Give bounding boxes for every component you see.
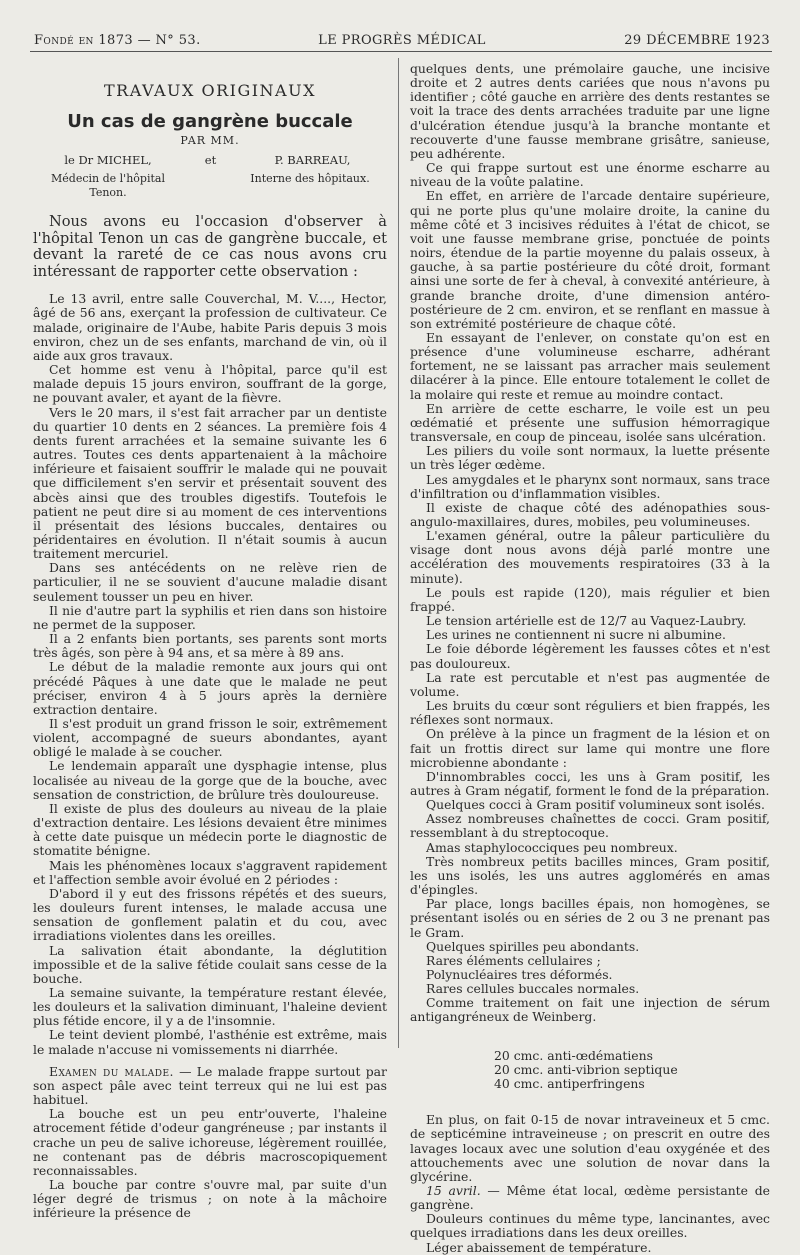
author-2: P. BARREAU, [274, 153, 351, 168]
affiliation-2: Interne des hôpitaux. [250, 171, 370, 185]
body-paragraph: Le 13 avril, entre salle Couverchal, M. V...., Hector, âgé de 56 ans, exerçant la profession de cultivateur. Ce malade, originaire de l'Aube, habite Paris depuis 3 mois environ, chez un de ses enfants, marchand de vin, où il aide aux gros travaux. [33, 291, 387, 363]
body-paragraph: La bouche par contre s'ouvre mal, par suite d'un léger degré de trismus ; on note à la mâchoire inférieure la présence de [33, 1177, 387, 1221]
section-label: TRAVAUX ORIGINAUX [104, 81, 316, 100]
affiliation-1: Médecin de l'hôpital Tenon. [51, 171, 165, 199]
body-paragraph: Il s'est produit un grand frisson le soir, extrêmement violent, accompagné de sueurs abondantes, ayant obligé le malade à se coucher. [33, 716, 387, 760]
byline: PAR MM. [180, 134, 240, 148]
body-paragraph: Douleurs continues du même type, lancinantes, avec quelques irradiations dans les deux oreilles. [410, 1211, 770, 1241]
author-conjunction: et [204, 153, 217, 168]
body-paragraph: En effet, en arrière de l'arcade dentaire supérieure, qui ne porte plus qu'une molaire droite, la canine du même côté et 3 incisives réduites à l'état de chicot, se voit une fausse membrane grise, ponctuée de points noirs, étendue de la partie moyenne du palais osseux, à gauche, à sa partie postérieure du côté droit, formant ainsi une sorte de fer à cheval, à convexité antérieure, à grande branche droite, d'une dimension antéro-postérieure de 2 cm. environ, et se renflant en massue à son extrémité postérieure de chaque côté. [410, 188, 770, 331]
treatment-line: 20 cmc. anti-vibrion septique [494, 1061, 678, 1077]
body-paragraph: Le tension artérielle est de 12/7 au Vaquez-Laubry. [426, 613, 747, 629]
affiliation-line [33, 172, 387, 200]
body-paragraph: Cet homme est venu à l'hôpital, parce qu'il est malade depuis 15 jours environ, souffrant de la gorge, ne pouvant avaler, et ayant de la fièvre. [33, 362, 387, 406]
body-paragraph: Mais les phénomènes locaux s'aggravent rapidement et l'affection semble avoir évolué en 2 périodes : [33, 857, 387, 887]
running-header [34, 33, 770, 49]
header-rule [30, 51, 772, 52]
header-founded: Fondé en 1873 — N° 53. [34, 33, 201, 48]
header-date: 29 DÉCEMBRE 1923 [624, 33, 770, 48]
intro-paragraph: Nous avons eu l'occasion d'observer à l'hôpital Tenon un cas de gangrène buccale, et devant la rareté de ce cas nous avons cru intéressant de rapporter cette observation : [33, 212, 387, 280]
body-paragraph: Le début de la maladie remonte aux jours qui ont précédé Pâques à une date que le malade ne peut préciser, environ 4 à 5 jours après la dernière extraction dentaire. [33, 659, 387, 717]
body-paragraph: Polynucléaires tres déformés. [426, 967, 613, 982]
body-paragraph: La salivation était abondante, la déglutition impossible et de la salive fétide coulait sans cesse de la bouche. [33, 942, 387, 986]
column-divider [398, 58, 399, 1048]
body-paragraph: Rares cellules buccales normales. [426, 981, 640, 997]
body-paragraph: Le pouls est rapide (120), mais régulier et bien frappé. [410, 584, 770, 614]
body-paragraph: Rares éléments cellulaires ; [426, 952, 601, 968]
body-paragraph: Le lendemain apparaît une dysphagie intense, plus localisée au niveau de la gorge que de la bouche, avec sensation de constriction, de brûlure très douloureuse. [33, 758, 387, 802]
april15-label: 15 avril. [426, 1183, 481, 1199]
body-paragraph: Les amygdales et le pharynx sont normaux, sans trace d'infiltration ou d'inflammation visibles. [410, 471, 770, 501]
body-paragraph: Assez nombreuses chaînettes de cocci. Gram positif, ressemblant à du streptocoque. [410, 811, 770, 841]
article-title: Un cas de gangrène buccale [67, 111, 353, 133]
exam-paragraph [33, 1065, 387, 1107]
exam-label: Examen du malade. [49, 1063, 174, 1079]
body-paragraph: D'innombrables cocci, les uns à Gram positif, les autres à Gram négatif, forment le fond de la préparation. [410, 768, 770, 798]
body-paragraph: En essayant de l'enlever, on constate qu'on est en présence d'une volumineuse escharre, adhérant fortement, ne se laissant pas arracher mais seulement dilacérer à la pince. Elle entoure totalement le collet de la molaire qui reste et remue au moindre contact. [410, 329, 770, 402]
april15-paragraph [410, 1184, 770, 1212]
treatment-line: 20 cmc. anti-œdématiens [494, 1047, 653, 1063]
april15-text: — Même état local, œdème persistante de gangrène. [410, 1183, 770, 1213]
body-paragraph: Quelques spirilles peu abondants. [426, 938, 640, 954]
body-paragraph: quelques dents, une prémolaire gauche, une incisive droite et 2 autres dents cariées que nous n'avons pu identifier ; côté gauche en arrière des dents restantes se voit la trace des dents arrachées traduite par une ligne d'ulcération étendue jusqu'à la branche montante et recouverte d'une fausse membrane grisâtre, sanieuse, peu adhérente. [410, 61, 770, 161]
treatment-list [494, 1049, 770, 1092]
body-paragraph: Le teint devient plombé, l'asthénie est extrême, mais le malade n'accuse ni vomissements ni diarrhée. [33, 1027, 387, 1057]
body-paragraph: Les piliers du voile sont normaux, la luette présente un très léger œdème. [410, 443, 770, 473]
body-paragraph: Dans ses antécédents on ne relève rien de particulier, il ne se souvient d'aucune maladie disant seulement tousser un peu en hiver. [33, 560, 387, 604]
body-paragraph: Comme traitement on fait une injection de sérum antigangréneux de Weinberg. [410, 995, 770, 1025]
body-paragraph: En arrière de cette escharre, le voile est un peu œdématié et présente une suffusion hémorragique transversale, en coup de pinceau, isolée sans ulcération. [410, 400, 770, 445]
body-paragraph: La semaine suivante, la température restant élevée, les douleurs et la salivation diminuant, l'haleine devient plus fétide encore, il y a de l'insomnie. [33, 984, 387, 1029]
body-paragraph: Il nie d'autre part la syphilis et rien dans son histoire ne permet de la supposer. [33, 602, 387, 632]
author-line [33, 153, 387, 167]
body-paragraph: Amas staphylococciques peu nombreux. [426, 839, 678, 855]
header-journal-title: LE PROGRÈS MÉDICAL [318, 33, 486, 48]
treatment-line: 40 cmc. antiperfringens [494, 1076, 645, 1092]
body-paragraph: L'examen général, outre la pâleur particulière du visage dont nous avons déjà parlé montre une accélération des mouvements respiratoires (33 à la minute). [410, 528, 770, 586]
exam-text: — Le malade frappe surtout par son aspect pâle avec teint terreux qui ne lui est pas habituel. [33, 1063, 387, 1108]
body-paragraph: La bouche est un peu entr'ouverte, l'haleine atrocement fétide d'odeur gangréneuse ; par instants il crache un peu de salive ichoreuse, légèrement rouillée, ne contenant pas de débris macroscopiquement reconnaissables. [33, 1106, 387, 1178]
body-paragraph: Très nombreux petits bacilles minces, Gram positif, les uns isolés, les uns autres agglomérés en amas d'épingles. [410, 853, 770, 898]
author-1: le Dr MICHEL, [64, 153, 152, 168]
body-paragraph: Les urines ne contiennent ni sucre ni albumine. [426, 627, 726, 643]
body-paragraph: Il a 2 enfants bien portants, ses parents sont morts très âgés, son père à 94 ans, et sa mère à 89 ans. [33, 631, 387, 661]
body-paragraph: Ce qui frappe surtout est une énorme escharre au niveau de la voûte palatine. [410, 160, 770, 190]
body-paragraph: Il existe de plus des douleurs au niveau de la plaie d'extraction dentaire. Les lésions devaient être minimes à cette date puisque un médecin porte le diagnostic de stomatite bénigne. [33, 800, 387, 859]
body-paragraph: Il existe de chaque côté des adénopathies sous-angulo-maxillaires, dures, mobiles, peu volumineuses. [410, 499, 770, 529]
body-paragraph: Quelques cocci à Gram positif volumineux sont isolés. [426, 797, 765, 813]
body-paragraph: Les bruits du cœur sont réguliers et bien frappés, les réflexes sont normaux. [410, 698, 770, 728]
right-column [410, 62, 770, 1255]
body-paragraph: Le foie déborde légèrement les fausses côtes et n'est pas douloureux. [410, 641, 770, 671]
left-column [33, 62, 387, 1220]
body-paragraph: En plus, on fait 0-15 de novar intraveineux et 5 cmc. de septicémine intraveineuse ; on prescrit en outre des lavages locaux avec une solution d'eau oxygénée et des attouchements avec une solution de novar dans la glycérine. [410, 1112, 770, 1184]
body-paragraph: Vers le 20 mars, il s'est fait arracher par un dentiste du quartier 10 dents en 2 séances. La première fois 4 dents furent arrachées et la semaine suivante les 6 autres. Toutes ces dents appartenaient à la mâchoire inférieure et faisaient souffrir le malade qui ne pouvait que difficilement s'en servir et présentait souvent des abcès ainsi que des troubles digestifs. Toutefois le patient ne peut dire si au moment de ces interventions il présentait des lésions buccales, dentaires ou péridentaires en évolution. Il n'était soumis à aucun traitement mercuriel. [33, 404, 387, 562]
body-paragraph: La rate est percutable et n'est pas augmentée de volume. [410, 669, 770, 699]
body-paragraph: On prélève à la pince un fragment de la lésion et on fait un frottis direct sur lame qui montre une flore microbienne abondante : [410, 726, 770, 770]
body-paragraph: Léger abaissement de température. [426, 1239, 652, 1255]
body-paragraph: Par place, longs bacilles épais, non homogènes, se présentant isolés ou en séries de 2 ou 3 ne prenant pas le Gram. [410, 896, 770, 940]
body-paragraph: D'abord il y eut des frissons répétés et des sueurs, les douleurs furent intenses, le malade accusa une sensation de gonflement palatin et du cou, avec irradiations violentes dans les oreilles. [33, 885, 387, 944]
